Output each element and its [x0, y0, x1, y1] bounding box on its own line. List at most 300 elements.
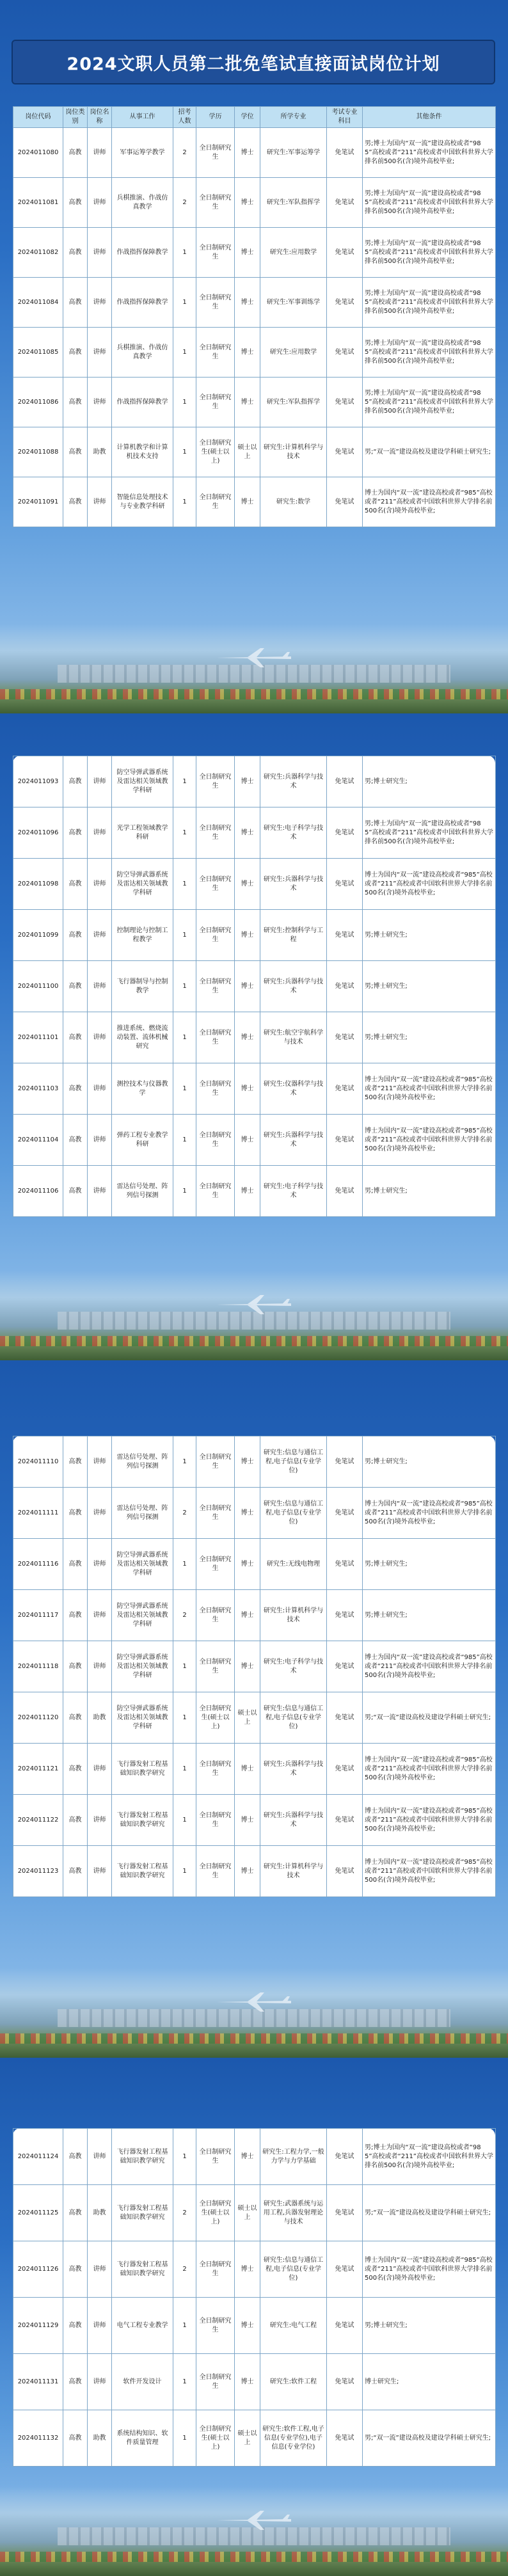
table-sheet	[13, 1436, 495, 1897]
degree-cell: 博士	[235, 1539, 260, 1590]
exam-subject-cell: 免笔试	[327, 128, 363, 178]
headcount-cell: 2	[173, 128, 196, 178]
education-cell: 全日制研究生	[196, 2241, 235, 2298]
category-cell: 高教	[63, 1744, 88, 1795]
category-cell: 高教	[63, 1063, 88, 1115]
major-cell: 研究生:武器系统与运用工程,兵器发射理论与技术	[260, 2185, 327, 2241]
work-content-cell: 飞行器发射工程基础知识教学研究	[112, 1846, 173, 1897]
major-cell: 研究生:计算机科学与技术	[260, 1846, 327, 1897]
headcount-cell: 1	[173, 1115, 196, 1166]
position-code-cell: 2024011132	[13, 2410, 63, 2467]
other-conditions-cell: 男;博士研究生;	[363, 1012, 496, 1063]
headcount-cell: 1	[173, 328, 196, 378]
work-content-cell: 飞行器发射工程基础知识教学研究	[112, 2185, 173, 2241]
table-row	[13, 910, 496, 961]
category-cell: 高教	[63, 2410, 88, 2467]
other-conditions-cell: 男;“双一流”建设高校及建设学科硕士研究生;	[363, 2185, 496, 2241]
table-row	[13, 477, 496, 527]
position-title-cell: 助教	[88, 1692, 112, 1744]
position-code-cell: 2024011091	[13, 477, 63, 527]
position-code-cell: 2024011080	[13, 128, 63, 178]
education-cell: 全日制研究生	[196, 2298, 235, 2354]
other-conditions-cell: 博士为国内“双一流”建设高校或者“985”高校或者“211”高校或者中国软科世界大学排名前500名(含)境外高校毕业;	[363, 1641, 496, 1692]
exam-subject-cell: 免笔试	[327, 1436, 363, 1488]
position-code-cell: 2024011123	[13, 1846, 63, 1897]
major-cell: 研究生:军队指挥学	[260, 178, 327, 228]
exam-subject-cell: 免笔试	[327, 1641, 363, 1692]
aircraft-icon	[216, 1991, 292, 2013]
position-code-cell: 2024011129	[13, 2298, 63, 2354]
category-cell: 高教	[63, 1641, 88, 1692]
table-row	[13, 859, 496, 910]
education-cell: 全日制研究生	[196, 807, 235, 859]
exam-subject-cell: 免笔试	[327, 1539, 363, 1590]
position-code-cell: 2024011100	[13, 961, 63, 1012]
table-row	[13, 1692, 496, 1744]
category-cell: 高教	[63, 1166, 88, 1217]
work-content-cell: 雷达信号处理、阵列信号探测	[112, 1488, 173, 1539]
position-title-cell: 讲师	[88, 807, 112, 859]
other-conditions-cell: 男;博士为国内“双一流”建设高校或者“985”高校或者“211”高校或者中国软科世界大学排名前500名(含)境外高校毕业;	[363, 178, 496, 228]
position-code-cell: 2024011081	[13, 178, 63, 228]
major-cell: 研究生:兵器科学与技术	[260, 1795, 327, 1846]
headcount-cell: 1	[173, 961, 196, 1012]
position-code-cell: 2024011131	[13, 2354, 63, 2410]
exam-subject-cell: 免笔试	[327, 1166, 363, 1217]
headcount-cell: 2	[173, 1590, 196, 1641]
work-content-cell: 兵棋推演、作战仿真教学	[112, 178, 173, 228]
education-cell: 全日制研究生	[196, 1436, 235, 1488]
category-cell: 高教	[63, 278, 88, 328]
campus-background	[0, 624, 508, 713]
major-cell: 研究生:计算机科学与技术	[260, 1590, 327, 1641]
category-cell: 高教	[63, 328, 88, 378]
headcount-cell: 2	[173, 178, 196, 228]
degree-cell: 博士	[235, 328, 260, 378]
major-cell: 研究生:电子科学与技术	[260, 1166, 327, 1217]
education-cell: 全日制研究生	[196, 2129, 235, 2185]
header-cell: 岗位代码	[13, 107, 63, 128]
position-title-cell: 讲师	[88, 961, 112, 1012]
position-code-cell: 2024011120	[13, 1692, 63, 1744]
exam-subject-cell: 免笔试	[327, 1744, 363, 1795]
position-title-cell: 讲师	[88, 1436, 112, 1488]
degree-cell: 硕士以上	[235, 2185, 260, 2241]
table-row	[13, 378, 496, 427]
degree-cell: 硕士以上	[235, 2410, 260, 2467]
title-banner	[12, 40, 495, 84]
other-conditions-cell: 博士为国内“双一流”建设高校或者“985”高校或者“211”高校或者中国软科世界大学排名前500名(含)境外高校毕业;	[363, 1744, 496, 1795]
degree-cell: 博士	[235, 1488, 260, 1539]
work-content-cell: 弹药工程专业教学科研	[112, 1115, 173, 1166]
other-conditions-cell: 男;“双一流”建设高校及建设学科硕士研究生;	[363, 2410, 496, 2467]
degree-cell: 博士	[235, 278, 260, 328]
other-conditions-cell: 男;博士为国内“双一流”建设高校或者“985”高校或者“211”高校或者中国软科世界大学排名前500名(含)境外高校毕业;	[363, 228, 496, 278]
education-cell: 全日制研究生	[196, 128, 235, 178]
major-cell: 研究生:信息与通信工程,电子信息(专业学位)	[260, 2241, 327, 2298]
other-conditions-cell: 博士为国内“双一流”建设高校或者“985”高校或者“211”高校或者中国软科世界大学排名前500名(含)境外高校毕业;	[363, 1795, 496, 1846]
work-content-cell: 作战指挥保障教学	[112, 278, 173, 328]
education-cell: 全日制研究生(硕士以上)	[196, 2410, 235, 2467]
education-cell: 全日制研究生	[196, 1012, 235, 1063]
major-cell: 研究生:军事训练学	[260, 278, 327, 328]
position-title-cell: 讲师	[88, 2354, 112, 2410]
education-cell: 全日制研究生	[196, 1539, 235, 1590]
exam-subject-cell: 免笔试	[327, 859, 363, 910]
headcount-cell: 1	[173, 1846, 196, 1897]
position-title-cell: 讲师	[88, 1795, 112, 1846]
position-title-cell: 讲师	[88, 228, 112, 278]
other-conditions-cell: 男;博士研究生;	[363, 1166, 496, 1217]
position-title-cell: 讲师	[88, 477, 112, 527]
major-cell: 研究生:软件工程	[260, 2354, 327, 2410]
table-row	[13, 427, 496, 477]
other-conditions-cell: 男;“双一流”建设高校及建设学科硕士研究生;	[363, 1692, 496, 1744]
table-sheet	[13, 756, 495, 1217]
position-code-cell: 2024011111	[13, 1488, 63, 1539]
position-title-cell: 讲师	[88, 1012, 112, 1063]
position-title-cell: 讲师	[88, 2129, 112, 2185]
aircraft-icon	[216, 647, 292, 669]
education-cell: 全日制研究生	[196, 1641, 235, 1692]
exam-subject-cell: 免笔试	[327, 1590, 363, 1641]
work-content-cell: 兵棋推演、作战仿真教学	[112, 328, 173, 378]
work-content-cell: 飞行器发射工程基础知识教学研究	[112, 1795, 173, 1846]
position-title-cell: 讲师	[88, 328, 112, 378]
work-content-cell: 智能信息处理技术与专业教学科研	[112, 477, 173, 527]
table-row	[13, 2410, 496, 2467]
major-cell: 研究生:应用数学	[260, 328, 327, 378]
header-cell: 岗位类别	[63, 107, 88, 128]
other-conditions-cell: 男;博士为国内“双一流”建设高校或者“985”高校或者“211”高校或者中国软科世界大学排名前500名(含)境外高校毕业;	[363, 807, 496, 859]
major-cell: 研究生:控制科学与工程	[260, 910, 327, 961]
degree-cell: 博士	[235, 2241, 260, 2298]
position-code-cell: 2024011096	[13, 807, 63, 859]
other-conditions-cell: 男;博士为国内“双一流”建设高校或者“985”高校或者“211”高校或者中国软科世界大学排名前500名(含)境外高校毕业;	[363, 128, 496, 178]
exam-subject-cell: 免笔试	[327, 2298, 363, 2354]
other-conditions-cell: 男;博士研究生;	[363, 2298, 496, 2354]
exam-subject-cell: 免笔试	[327, 2410, 363, 2467]
other-conditions-cell: 博士为国内“双一流”建设高校或者“985”高校或者“211”高校或者中国软科世界大学排名前500名(含)境外高校毕业;	[363, 1063, 496, 1115]
work-content-cell: 控制理论与控制工程教学	[112, 910, 173, 961]
work-content-cell: 作战指挥保障教学	[112, 378, 173, 427]
work-content-cell: 雷达信号处理、阵列信号探测	[112, 1436, 173, 1488]
education-cell: 全日制研究生	[196, 477, 235, 527]
position-code-cell: 2024011093	[13, 756, 63, 807]
other-conditions-cell: 男;博士为国内“双一流”建设高校或者“985”高校或者“211”高校或者中国软科世界大学排名前500名(含)境外高校毕业;	[363, 328, 496, 378]
table-panel-3	[0, 1360, 508, 2058]
position-title-cell: 助教	[88, 427, 112, 477]
position-code-cell: 2024011103	[13, 1063, 63, 1115]
major-cell: 研究生:信息与通信工程,电子信息(专业学位)	[260, 1692, 327, 1744]
position-title-cell: 讲师	[88, 278, 112, 328]
education-cell: 全日制研究生(硕士以上)	[196, 1692, 235, 1744]
work-content-cell: 计算机教学和计算机技术支持	[112, 427, 173, 477]
position-title-cell: 助教	[88, 2410, 112, 2467]
category-cell: 高教	[63, 477, 88, 527]
table-panel-4	[0, 2058, 508, 2576]
table-sheet	[13, 106, 495, 527]
other-conditions-cell: 男;博士研究生;	[363, 756, 496, 807]
table-row	[13, 1795, 496, 1846]
work-content-cell: 光学工程领域教学科研	[112, 807, 173, 859]
exam-subject-cell: 免笔试	[327, 1692, 363, 1744]
position-title-cell: 讲师	[88, 1488, 112, 1539]
table-row	[13, 1436, 496, 1488]
exam-subject-cell: 免笔试	[327, 2129, 363, 2185]
position-title-cell: 讲师	[88, 1115, 112, 1166]
major-cell: 研究生:兵器科学与技术	[260, 756, 327, 807]
position-code-cell: 2024011125	[13, 2185, 63, 2241]
major-cell: 研究生:信息与通信工程,电子信息(专业学位)	[260, 1436, 327, 1488]
position-title-cell: 讲师	[88, 1744, 112, 1795]
headcount-cell: 1	[173, 1436, 196, 1488]
table-row	[13, 128, 496, 178]
category-cell: 高教	[63, 2241, 88, 2298]
major-cell: 研究生:兵器科学与技术	[260, 859, 327, 910]
other-conditions-cell: 男;博士研究生;	[363, 1539, 496, 1590]
work-content-cell: 雷达信号处理、阵列信号探测	[112, 1166, 173, 1217]
exam-subject-cell: 免笔试	[327, 2241, 363, 2298]
header-cell: 考试专业科目	[327, 107, 363, 128]
education-cell: 全日制研究生	[196, 228, 235, 278]
education-cell: 全日制研究生	[196, 1795, 235, 1846]
degree-cell: 硕士以上	[235, 1692, 260, 1744]
work-content-cell: 软件开发设计	[112, 2354, 173, 2410]
education-cell: 全日制研究生	[196, 1846, 235, 1897]
table-body	[13, 2129, 496, 2467]
work-content-cell: 防空导弹武器系统及雷达相关领域教学科研	[112, 1539, 173, 1590]
campus-background	[0, 1968, 508, 2058]
degree-cell: 博士	[235, 1641, 260, 1692]
other-conditions-cell: 博士为国内“双一流”建设高校或者“985”高校或者“211”高校或者中国软科世界大学排名前500名(含)境外高校毕业;	[363, 859, 496, 910]
position-code-cell: 2024011098	[13, 859, 63, 910]
category-cell: 高教	[63, 427, 88, 477]
category-cell: 高教	[63, 807, 88, 859]
category-cell: 高教	[63, 1539, 88, 1590]
table-row	[13, 756, 496, 807]
table-row	[13, 2129, 496, 2185]
other-conditions-cell: 男;博士为国内“双一流”建设高校或者“985”高校或者“211”高校或者中国软科世界大学排名前500名(含)境外高校毕业;	[363, 2129, 496, 2185]
headcount-cell: 1	[173, 278, 196, 328]
other-conditions-cell: 博士为国内“双一流”建设高校或者“985”高校或者“211”高校或者中国软科世界大学排名前500名(含)境外高校毕业;	[363, 477, 496, 527]
headcount-cell: 1	[173, 1539, 196, 1590]
degree-cell: 博士	[235, 1166, 260, 1217]
headcount-cell: 1	[173, 228, 196, 278]
position-code-cell: 2024011124	[13, 2129, 63, 2185]
table-body	[13, 756, 496, 1217]
position-code-cell: 2024011118	[13, 1641, 63, 1692]
exam-subject-cell: 免笔试	[327, 1012, 363, 1063]
exam-subject-cell: 免笔试	[327, 1488, 363, 1539]
position-title-cell: 讲师	[88, 1063, 112, 1115]
category-cell: 高教	[63, 910, 88, 961]
position-code-cell: 2024011088	[13, 427, 63, 477]
position-title-cell: 讲师	[88, 756, 112, 807]
other-conditions-cell: 博士为国内“双一流”建设高校或者“985”高校或者“211”高校或者中国软科世界大学排名前500名(含)境外高校毕业;	[363, 1488, 496, 1539]
major-cell: 研究生:仪器科学与技术	[260, 1063, 327, 1115]
major-cell: 研究生:兵器科学与技术	[260, 1115, 327, 1166]
major-cell: 研究生:兵器科学与技术	[260, 961, 327, 1012]
headcount-cell: 1	[173, 477, 196, 527]
education-cell: 全日制研究生	[196, 2354, 235, 2410]
position-title-cell: 讲师	[88, 859, 112, 910]
header-cell: 学历	[196, 107, 235, 128]
table-row	[13, 1744, 496, 1795]
headcount-cell: 1	[173, 2354, 196, 2410]
position-code-cell: 2024011117	[13, 1590, 63, 1641]
work-content-cell: 系统结构知识、软件质量管理	[112, 2410, 173, 2467]
table-row	[13, 1641, 496, 1692]
degree-cell: 博士	[235, 961, 260, 1012]
table-header-row	[13, 107, 496, 128]
table-row	[13, 1846, 496, 1897]
work-content-cell: 飞行器发射工程基础知识教学研究	[112, 2129, 173, 2185]
education-cell: 全日制研究生	[196, 859, 235, 910]
position-title-cell: 讲师	[88, 1641, 112, 1692]
table-row	[13, 1539, 496, 1590]
major-cell: 研究生:电气工程	[260, 2298, 327, 2354]
table-panel-2	[0, 713, 508, 1360]
exam-subject-cell: 免笔试	[327, 2185, 363, 2241]
table-row	[13, 1166, 496, 1217]
aircraft-icon	[216, 1294, 292, 1316]
degree-cell: 博士	[235, 1744, 260, 1795]
degree-cell: 博士	[235, 1012, 260, 1063]
other-conditions-cell: 男;博士研究生;	[363, 910, 496, 961]
work-content-cell: 飞行器发射工程基础知识教学研究	[112, 2241, 173, 2298]
category-cell: 高教	[63, 228, 88, 278]
positions-table	[13, 756, 496, 1217]
work-content-cell: 作战指挥保障教学	[112, 228, 173, 278]
major-cell: 研究生:信息与通信工程,电子信息(专业学位)	[260, 1488, 327, 1539]
position-title-cell: 讲师	[88, 178, 112, 228]
position-code-cell: 2024011106	[13, 1166, 63, 1217]
exam-subject-cell: 免笔试	[327, 278, 363, 328]
headcount-cell: 1	[173, 1795, 196, 1846]
exam-subject-cell: 免笔试	[327, 807, 363, 859]
table-row	[13, 228, 496, 278]
header-cell: 学位	[235, 107, 260, 128]
education-cell: 全日制研究生	[196, 178, 235, 228]
header-cell: 其他条件	[363, 107, 496, 128]
degree-cell: 博士	[235, 128, 260, 178]
campus-background	[0, 1271, 508, 1360]
position-code-cell: 2024011085	[13, 328, 63, 378]
positions-table	[13, 1436, 496, 1897]
education-cell: 全日制研究生	[196, 961, 235, 1012]
education-cell: 全日制研究生	[196, 1115, 235, 1166]
degree-cell: 博士	[235, 178, 260, 228]
work-content-cell: 防空导弹武器系统及雷达相关领域教学科研	[112, 859, 173, 910]
education-cell: 全日制研究生	[196, 1590, 235, 1641]
table-row	[13, 1488, 496, 1539]
education-cell: 全日制研究生	[196, 1488, 235, 1539]
position-code-cell: 2024011101	[13, 1012, 63, 1063]
positions-table	[13, 106, 496, 527]
major-cell: 研究生:军事运筹学	[260, 128, 327, 178]
major-cell: 研究生:软件工程,电子信息(专业学位),电子信息(专业学位)	[260, 2410, 327, 2467]
headcount-cell: 2	[173, 2241, 196, 2298]
other-conditions-cell: 博士为国内“双一流”建设高校或者“985”高校或者“211”高校或者中国软科世界大学排名前500名(含)境外高校毕业;	[363, 2241, 496, 2298]
position-title-cell: 讲师	[88, 2241, 112, 2298]
headcount-cell: 1	[173, 1744, 196, 1795]
category-cell: 高教	[63, 2354, 88, 2410]
headcount-cell: 1	[173, 427, 196, 477]
position-title-cell: 讲师	[88, 910, 112, 961]
table-sheet	[13, 2128, 495, 2467]
headcount-cell: 1	[173, 378, 196, 427]
position-title-cell: 讲师	[88, 1539, 112, 1590]
category-cell: 高教	[63, 2298, 88, 2354]
position-title-cell: 助教	[88, 2185, 112, 2241]
position-code-cell: 2024011099	[13, 910, 63, 961]
headcount-cell: 1	[173, 1012, 196, 1063]
degree-cell: 博士	[235, 1436, 260, 1488]
position-title-cell: 讲师	[88, 2298, 112, 2354]
category-cell: 高教	[63, 128, 88, 178]
exam-subject-cell: 免笔试	[327, 328, 363, 378]
headcount-cell: 1	[173, 1692, 196, 1744]
degree-cell: 博士	[235, 2298, 260, 2354]
table-row	[13, 1115, 496, 1166]
position-title-cell: 讲师	[88, 378, 112, 427]
work-content-cell: 推进系统、燃烧流动装置、流体机械研究	[112, 1012, 173, 1063]
category-cell: 高教	[63, 2185, 88, 2241]
major-cell: 研究生:电子科学与技术	[260, 1641, 327, 1692]
major-cell: 研究生:计算机科学与技术	[260, 427, 327, 477]
exam-subject-cell: 免笔试	[327, 2354, 363, 2410]
degree-cell: 博士	[235, 477, 260, 527]
other-conditions-cell: 男;“双一流”建设高校及建设学科硕士研究生;	[363, 427, 496, 477]
education-cell: 全日制研究生	[196, 756, 235, 807]
headcount-cell: 1	[173, 1166, 196, 1217]
category-cell: 高教	[63, 1488, 88, 1539]
degree-cell: 博士	[235, 2354, 260, 2410]
exam-subject-cell: 免笔试	[327, 378, 363, 427]
other-conditions-cell: 博士为国内“双一流”建设高校或者“985”高校或者“211”高校或者中国软科世界大学排名前500名(含)境外高校毕业;	[363, 1846, 496, 1897]
degree-cell: 博士	[235, 807, 260, 859]
headcount-cell: 1	[173, 1063, 196, 1115]
major-cell: 研究生:工程力学,一般力学与力学基础	[260, 2129, 327, 2185]
exam-subject-cell: 免笔试	[327, 477, 363, 527]
position-title-cell: 讲师	[88, 128, 112, 178]
headcount-cell: 2	[173, 2185, 196, 2241]
headcount-cell: 1	[173, 2410, 196, 2467]
headcount-cell: 1	[173, 756, 196, 807]
table-row	[13, 178, 496, 228]
table-row	[13, 1063, 496, 1115]
exam-subject-cell: 免笔试	[327, 961, 363, 1012]
education-cell: 全日制研究生	[196, 1063, 235, 1115]
position-code-cell: 2024011086	[13, 378, 63, 427]
major-cell: 研究生:数学	[260, 477, 327, 527]
category-cell: 高教	[63, 2129, 88, 2185]
exam-subject-cell: 免笔试	[327, 178, 363, 228]
table-row	[13, 1590, 496, 1641]
exam-subject-cell: 免笔试	[327, 1795, 363, 1846]
table-row	[13, 328, 496, 378]
work-content-cell: 电气工程专业教学	[112, 2298, 173, 2354]
major-cell: 研究生:无线电物理	[260, 1539, 327, 1590]
degree-cell: 博士	[235, 910, 260, 961]
exam-subject-cell: 免笔试	[327, 1063, 363, 1115]
table-row	[13, 2241, 496, 2298]
category-cell: 高教	[63, 178, 88, 228]
table-row	[13, 2298, 496, 2354]
position-title-cell: 讲师	[88, 1590, 112, 1641]
education-cell: 全日制研究生	[196, 328, 235, 378]
